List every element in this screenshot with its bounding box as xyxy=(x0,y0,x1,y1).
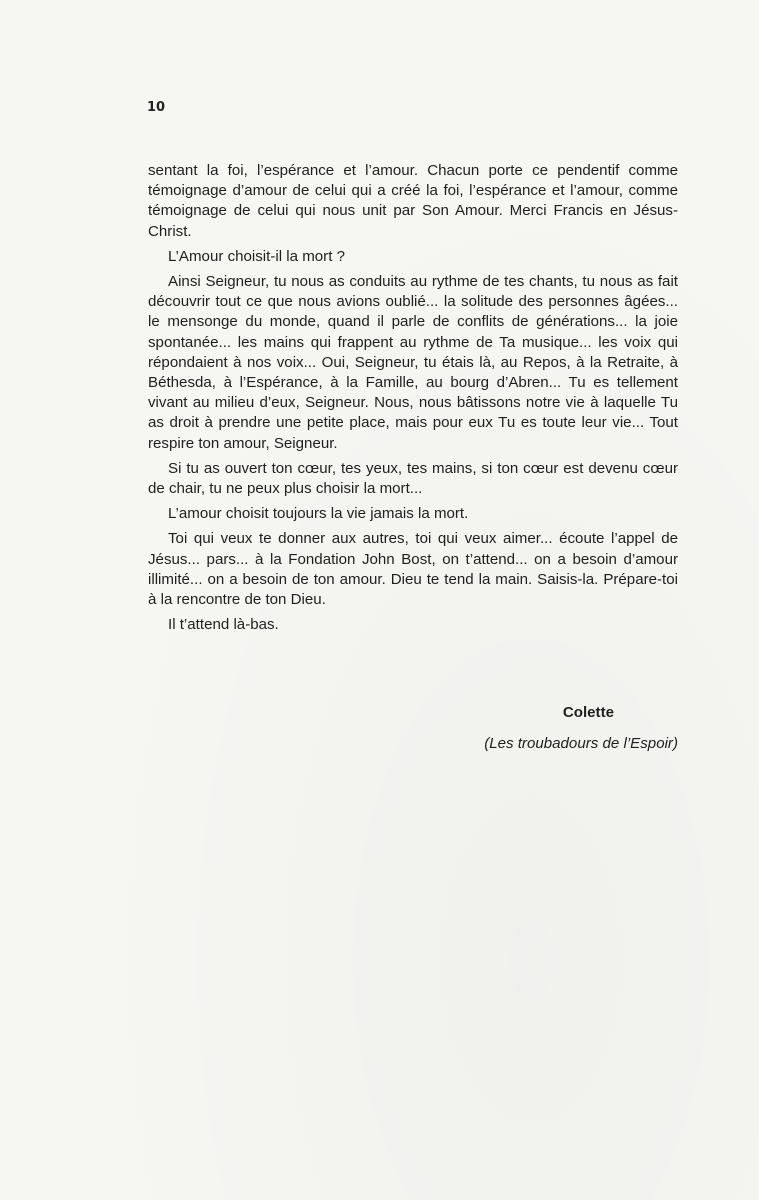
paragraph-6: Toi qui veux te donner aux autres, toi qui veux aimer... écoute l’appel de Jésus... pars... à la Fondation John Bost, on t’attend... on a besoin d’amour illimité... on a besoin de ton amour. Dieu te tend la main. Saisis-la. Prépare-toi à la rencontre de ton Dieu. xyxy=(148,530,678,609)
paragraph-1: sentant la foi, l’espérance et l’amour. Chacun porte ce pendentif comme témoignage d’amour de celui qui a créé la foi, l’espérance et l’amour, comme témoignage de celui qui nous unit par Son Amour. Merci Francis en Jésus-Christ. xyxy=(148,162,678,240)
paragraph-7: Il t’attend là-bas. xyxy=(168,616,279,634)
page-number: 10 xyxy=(147,100,166,115)
signature-author: Colette xyxy=(562,704,614,721)
signature-group: (Les troubadours de l’Espoir) xyxy=(484,735,678,752)
paragraph-3: Ainsi Seigneur, tu nous as conduits au rythme de tes chants, tu nous as fait découvrir tout ce que nous avions oublié... la solitude des personnes âgées... le mensonge du monde, quand il parle de conflits de générations... la joie spontanée... les mains qui frappent au rythme de Ta musique... les voix qui répondaient à nos voix... Oui, Seigneur, tu étais là, au Repos, à la Retraite, à Béthesda, à l’Espérance, à la Famille, au bourg d’Abren... Tu es tellement vivant au milieu d’eux, Seigneur. Nous, nous bâtissons notre vie à laquelle Tu as droit à prendre une petite place, mais pour eux Tu es toute leur vie... Tout respire ton amour, Seigneur. xyxy=(148,273,678,452)
paragraph-5: L’amour choisit toujours la vie jamais la mort. xyxy=(168,505,469,523)
paragraph-2: L’Amour choisit-il la mort ? xyxy=(168,247,345,265)
body-text xyxy=(148,161,678,640)
paragraph-4: Si tu as ouvert ton cœur, tes yeux, tes mains, si ton cœur est devenu cœur de chair, tu ne peux plus choisir la mort... xyxy=(148,459,678,498)
